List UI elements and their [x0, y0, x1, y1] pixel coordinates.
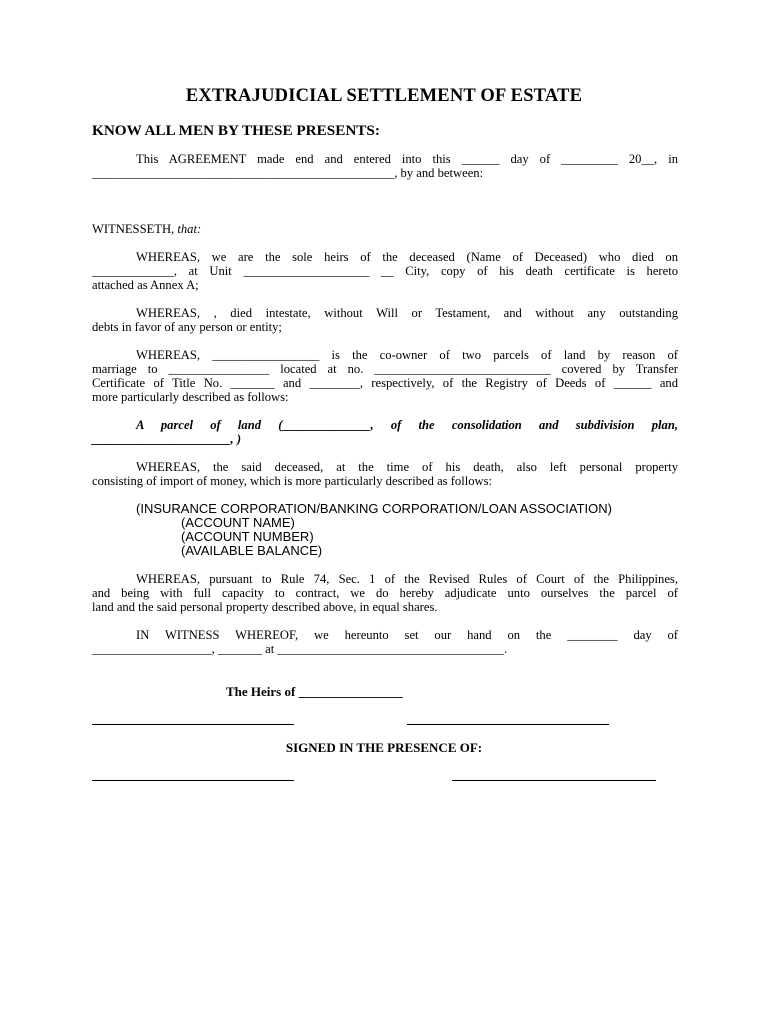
whereas-3-line-2: marriage to ________________ located at no. ____________________________ covered by Transfer — [92, 362, 678, 376]
account-number: (ACCOUNT NUMBER) — [181, 529, 314, 544]
agreement-line-1: This AGREEMENT made end and entered into this ______ day of _________ 20__, in — [136, 152, 678, 166]
account-balance: (AVAILABLE BALANCE) — [181, 543, 323, 558]
witness-line-2: ___________________, _______ at ____________________________________. — [92, 642, 508, 656]
account-name: (ACCOUNT NAME) — [181, 515, 295, 530]
witness-signature-line-left — [92, 780, 294, 781]
witness-line-1: IN WITNESS WHEREOF, we hereunto set our hand on the ________ day of — [136, 628, 678, 642]
whereas-4-line-2: consisting of import of money, which is more particularly described as follows: — [92, 474, 492, 488]
whereas-3-line-4: more particularly described as follows: — [92, 390, 289, 404]
whereas-3-line-3: Certificate of Title No. _______ and ________, respectively, of the Registry of Deeds of ______ and — [92, 376, 678, 390]
heirs-of-label: The Heirs of ________________ — [226, 684, 403, 699]
heir-signature-line-left — [92, 724, 294, 725]
whereas-1-line-2: _____________, at Unit ____________________ __ City, copy of his death certificate is hereto — [92, 264, 678, 278]
whereas-2-line-1: WHEREAS, , died intestate, without Will or Testament, and without any outstanding — [136, 306, 678, 320]
witnesseth-clause: WITNESSETH, that: — [92, 222, 202, 236]
parcel-line-1: A parcel of land (______________, of the consolidation and subdivision plan, — [136, 418, 678, 432]
whereas-5-line-2: and being with full capacity to contract, we do hereby adjudicate unto ourselves the parcel of — [92, 586, 678, 600]
opening-heading: KNOW ALL MEN BY THESE PRESENTS: — [92, 122, 380, 139]
whereas-1-line-3: attached as Annex A; — [92, 278, 199, 292]
account-institution: (INSURANCE CORPORATION/BANKING CORPORATION/LOAN ASSOCIATION) — [136, 501, 612, 516]
heir-signature-line-right — [407, 724, 609, 725]
agreement-line-2: ________________________________________________, by and between: — [92, 166, 484, 180]
whereas-5-line-1: WHEREAS, pursuant to Rule 74, Sec. 1 of the Revised Rules of Court of the Philippines, — [136, 572, 678, 586]
whereas-2-line-2: debts in favor of any person or entity; — [92, 320, 282, 334]
parcel-line-2: ______________________, ) — [92, 432, 242, 446]
signed-in-presence-heading: SIGNED IN THE PRESENCE OF: — [285, 740, 483, 755]
whereas-3-line-1: WHEREAS, _________________ is the co-owner of two parcels of land by reason of — [136, 348, 678, 362]
document-title: EXTRAJUDICIAL SETTLEMENT OF ESTATE — [185, 86, 583, 106]
witness-signature-line-right — [452, 780, 656, 781]
whereas-1-line-1: WHEREAS, we are the sole heirs of the deceased (Name of Deceased) who died on — [136, 250, 678, 264]
whereas-5-line-3: land and the said personal property described above, in equal shares. — [92, 600, 438, 614]
whereas-4-line-1: WHEREAS, the said deceased, at the time of his death, also left personal property — [136, 460, 678, 474]
